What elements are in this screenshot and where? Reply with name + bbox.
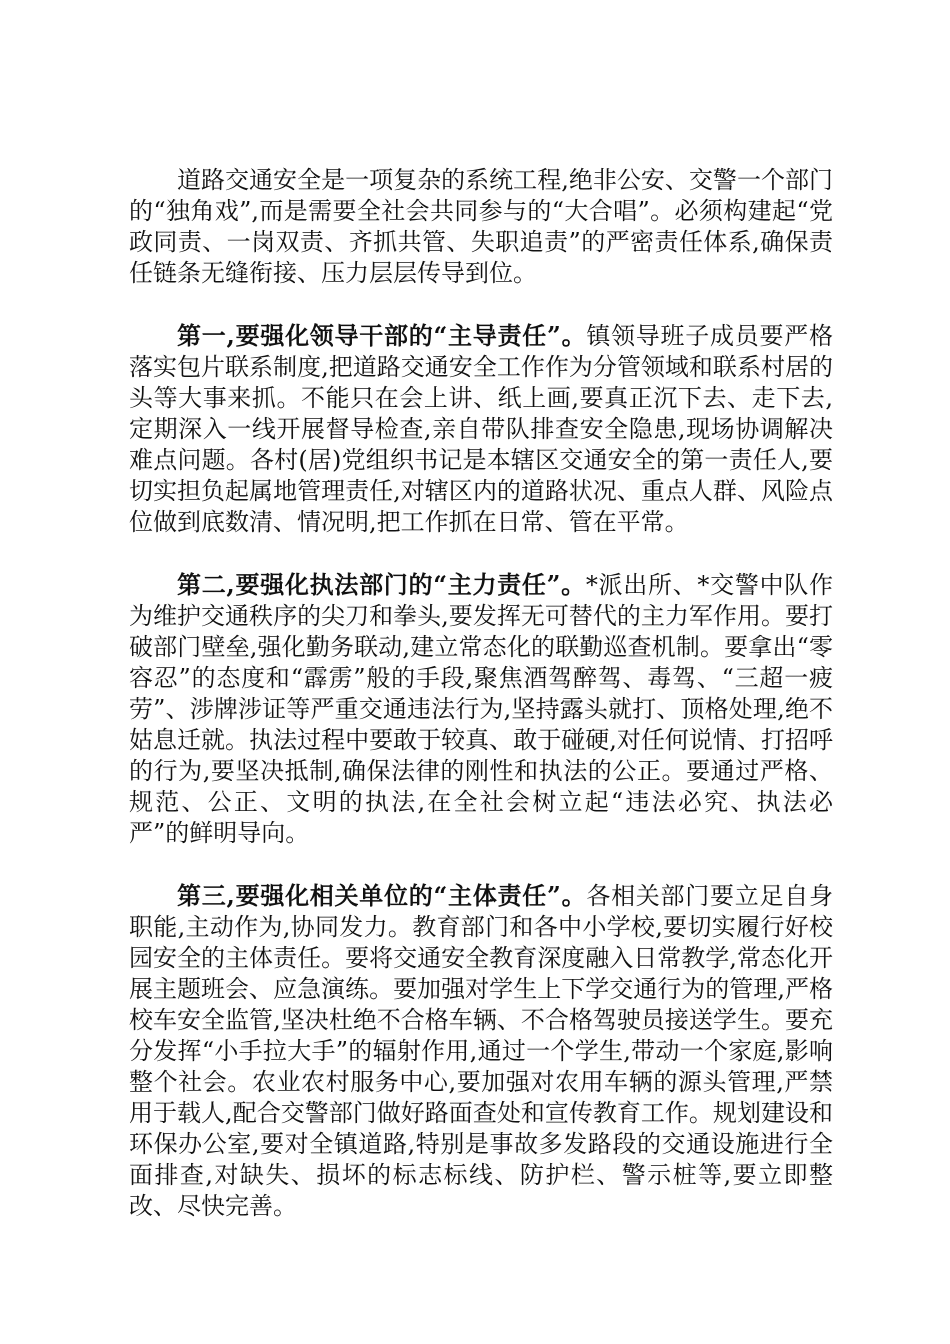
section-one-heading: 第一,要强化领导干部的“主导责任”。 (177, 321, 587, 350)
document-page (129, 165, 833, 1222)
intro-paragraph (129, 165, 833, 289)
section-one-text: 镇领导班子成员要严格落实包片联系制度,把道路交通安全工作作为分管领域和联系村居的头等大事来抓。不能只在会上讲、纸上画,要真正沉下去、走下去,定期深入一线开展督导检查,亲自带队排查安全隐患,现场协调解决难点问题。各村(居)党组织书记是本辖区交通安全的第一责任人,要切实担负起属地管理责任,对辖区内的道路状况、重点人群、风险点位做到底数清、情况明,把工作抓在日常、管在平常。 (129, 322, 834, 536)
section-three-heading: 第三,要强化相关单位的“主体责任”。 (177, 881, 587, 910)
section-two-paragraph (129, 569, 833, 849)
section-two-text: *派出所、*交警中队作为维护交通秩序的尖刀和拳头,要发挥无可替代的主力军作用。要打破部门壁垒,强化勤务联动,建立常态化的联勤巡查机制。要拿出“零容忍”的态度和“霹雳”般的手段,聚焦酒驾醉驾、毒驾、“三超一疲劳”、涉牌涉证等严重交通违法行为,坚持露头就打、顶格处理,绝不姑息迁就。执法过程中要敢于较真、敢于碰硬,对任何说情、打招呼的行为,要坚决抵制,确保法律的刚性和执法的公正。要通过严格、规范、公正、文明的执法,在全社会树立起“违法必究、执法必严”的鲜明导向。 (129, 571, 833, 847)
section-three-text: 各相关部门要立足自身职能,主动作为,协同发力。教育部门和各中小学校,要切实履行好校园安全的主体责任。要将交通安全教育深度融入日常教学,常态化开展主题班会、应急演练。要加强对学生上下学交通行为的管理,严格校车安全监管,坚决杜绝不合格车辆、不合格驾驶员接送学生。要充分发挥“小手拉大手”的辐射作用,通过一个学生,带动一个家庭,影响整个社会。农业农村服务中心,要加强对农用车辆的源头管理,严禁用于载人,配合交警部门做好路面查处和宣传教育工作。规划建设和环保办公室,要对全镇道路,特别是事故多发路段的交通设施进行全面排查,对缺失、损坏的标志标线、防护栏、警示桩等,要立即整改、尽快完善。 (129, 882, 834, 1220)
section-one-paragraph (129, 320, 833, 538)
section-two-heading: 第二,要强化执法部门的“主力责任”。 (177, 570, 586, 599)
intro-paragraph-text: 道路交通安全是一项复杂的系统工程,绝非公安、交警一个部门的“独角戏”,而是需要全社会共同参与的“大合唱”。必须构建起“党政同责、一岗双责、齐抓共管、失职追责”的严密责任体系,确保责任链条无缝衔接、压力层层传导到位。 (129, 166, 833, 287)
section-three-paragraph (129, 880, 833, 1222)
